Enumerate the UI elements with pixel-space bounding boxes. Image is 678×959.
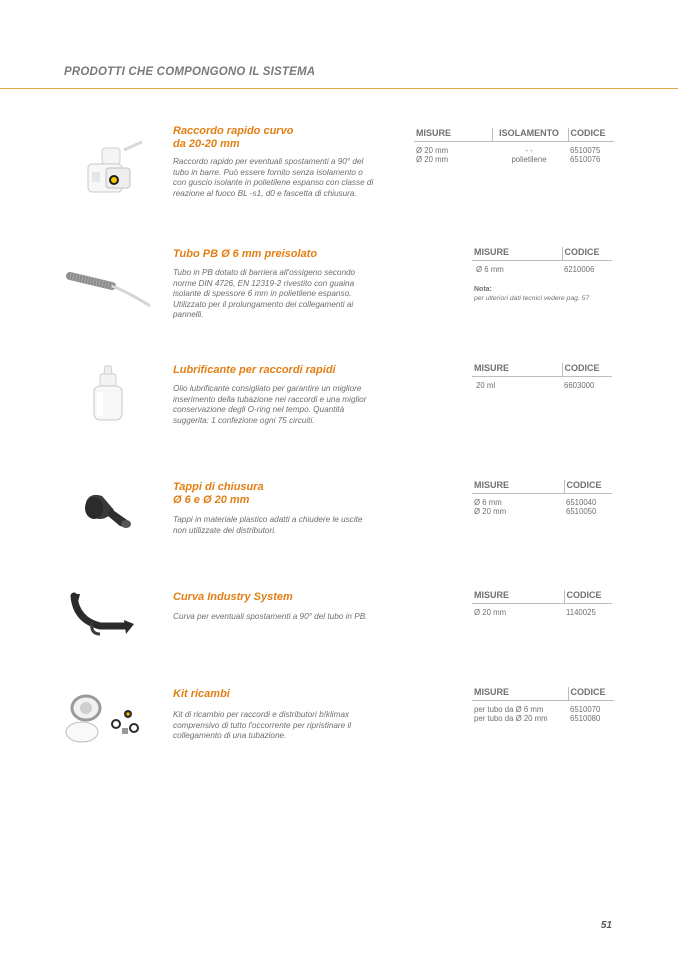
spec-table [472, 480, 612, 516]
col-header-codice: CODICE [564, 480, 612, 494]
col-header-codice: CODICE [568, 687, 614, 701]
bend-guide-image [66, 590, 138, 640]
cell-codice: 6210006 [564, 265, 595, 274]
cell-codice: 1140025 [566, 608, 596, 617]
col-header-misure: MISURE [472, 363, 562, 377]
product-title: Curva Industry System [173, 591, 293, 603]
col-header-misure: MISURE [414, 128, 492, 142]
table-row [472, 377, 612, 391]
header-divider [0, 88, 678, 89]
insulated-tube-image [66, 262, 154, 312]
col-header-codice: CODICE [562, 363, 612, 377]
product-description: Raccordo rapido per eventuali spostamenti a 90° del tubo in barre. Può essere fornito senza isolamento o con guscio isolante in polietilene espanso con classe di reazione al fuoco BL -s1, d0 e fascetta di chiusura. [173, 157, 374, 198]
spec-table [472, 247, 612, 274]
col-header-codice: CODICE [562, 247, 612, 261]
table-row [472, 494, 612, 517]
col-header-misure: MISURE [472, 480, 564, 494]
page-section-title: PRODOTTI CHE COMPONGONO IL SISTEMA [64, 66, 316, 78]
col-header-misure: MISURE [472, 247, 562, 261]
cell-misure: Ø 20 mm [474, 608, 507, 617]
spec-table [472, 363, 612, 390]
spec-table [472, 590, 612, 617]
spec-table [414, 128, 614, 164]
cell-misure: Ø 20 mm Ø 20 mm [416, 146, 449, 164]
cell-codice: 6603000 [564, 381, 595, 390]
cell-misure: Ø 6 mm [476, 265, 504, 274]
col-header-codice: CODICE [568, 128, 614, 142]
col-header-codice: CODICE [564, 590, 612, 604]
product-description: Kit di ricambio per raccordi e distributori b!klimax comprensivo di tutto l'occorrente per ripristinare il collegamento di una tubazione. [173, 710, 352, 740]
closing-caps-image [80, 488, 144, 534]
table-row [414, 142, 614, 165]
note-text: per ulteriori dati tecnici vedere pag. 57 [474, 295, 590, 302]
cell-misure: per tubo da Ø 6 mm per tubo da Ø 20 mm [474, 705, 548, 723]
cell-codice: 6510070 6510080 [570, 705, 601, 723]
product-title: Tubo PB Ø 6 mm preisolato [173, 248, 318, 260]
product-title: Lubrificante per raccordi rapidi [173, 364, 336, 376]
table-row [472, 604, 612, 618]
note-label: Nota: [474, 286, 492, 293]
cell-isolamento: - - polietilene [511, 146, 547, 164]
cell-codice: 6510040 6510050 [566, 498, 597, 516]
product-description: Tubo in PB dotato di barriera all'ossigeno secondo norme DIN 4726, EN 12319-2 rivestito con guaina isolante di spessore 6 mm in polietilene espanso. Utilizzato per il prolungamento dei collegamenti ai pannelli. [173, 268, 356, 319]
lubricant-bottle-image [88, 364, 128, 424]
cell-misure: 20 ml [476, 381, 496, 390]
product-description: Curva per eventuali spostamenti a 90° del tubo in PB. [173, 612, 368, 621]
product-description: Tappi in materiale plastico adatti a chiudere le uscite non utilizzate dei distributori. [173, 515, 363, 535]
table-row [472, 701, 614, 724]
spare-parts-kit-image [60, 690, 144, 748]
product-description: Olio lubrificante consigliato per garantire un migliore inserimento della tubazione nei raccordi e una miglior conservazione degli O-ring nel tempo. Quantità suggerita: 1 confezione ogni 75 circuiti. [173, 384, 367, 425]
page-number: 51 [600, 920, 612, 931]
quick-elbow-connector-image [80, 138, 150, 208]
cell-codice: 6510075 6510076 [570, 146, 601, 164]
col-header-misure: MISURE [472, 590, 564, 604]
spec-table [472, 687, 614, 723]
table-row [472, 261, 612, 275]
product-title: Tappi di chiusura Ø 6 e Ø 20 mm [173, 481, 264, 506]
col-header-isolamento: ISOLAMENTO [492, 128, 568, 142]
product-title: Kit ricambi [173, 688, 230, 700]
col-header-misure: MISURE [472, 687, 568, 701]
cell-misure: Ø 6 mm Ø 20 mm [474, 498, 507, 516]
product-title: Raccordo rapido curvo da 20-20 mm [173, 125, 294, 150]
